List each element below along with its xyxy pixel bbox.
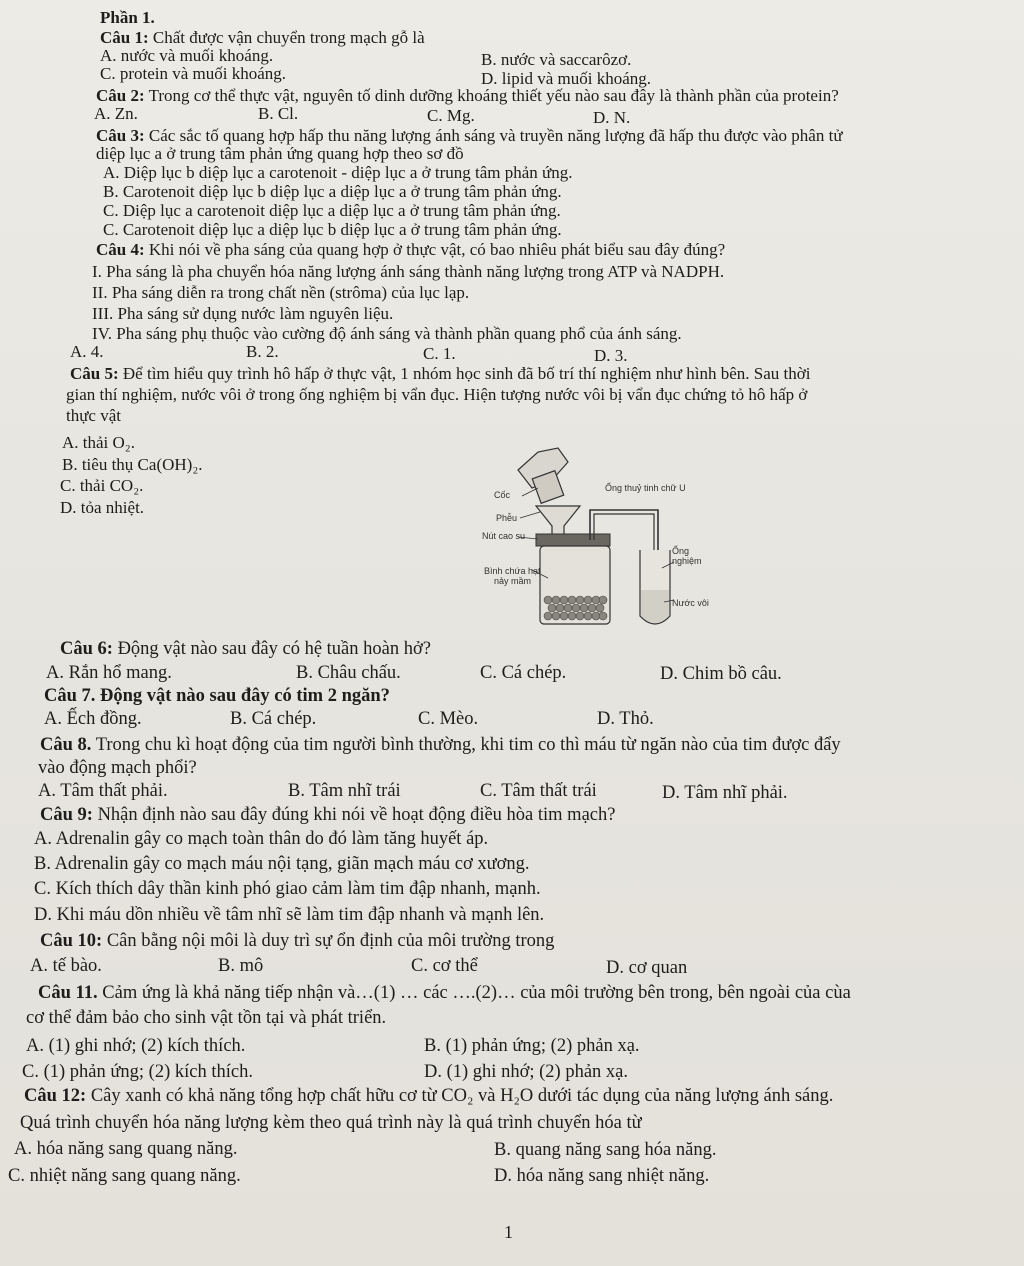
label-limewater: Nước vôi — [672, 598, 709, 608]
q3-option-a: A. Diệp lục b diệp lục a carotenoit - diệp lục a ở trung tâm phản ứng. — [103, 163, 573, 182]
q4-statement-3: III. Pha sáng sử dụng nước làm nguyên liệu. — [92, 304, 394, 323]
question-1 — [100, 28, 425, 48]
question-number: Câu 8. — [40, 735, 92, 755]
q5-option-a: A. thải O₂. — [62, 433, 135, 452]
question-5 — [70, 364, 810, 384]
q10-option-c: C. cơ thể — [411, 956, 478, 976]
question-8 — [40, 734, 841, 756]
q5-text-line2: gian thí nghiệm, nước vôi ở trong ống nghiệm bị vẩn đục. Hiện tượng nước vôi bị vẩn đục chứng tỏ hô hấp ở — [66, 385, 808, 404]
q11-option-c: C. (1) phản ứng; (2) kích thích. — [22, 1062, 253, 1082]
q6-option-b: B. Châu chấu. — [296, 663, 401, 683]
q8-text-line2: vào động mạch phổi? — [38, 758, 197, 778]
question-number: Câu 10: — [40, 931, 103, 951]
question-text: Khi nói về pha sáng của quang hợp ở thực vật, có bao nhiêu phát biểu sau đây đúng? — [148, 240, 726, 259]
label-u-tube: Ống thuỷ tinh chữ U — [605, 483, 686, 493]
question-text: Để tìm hiểu quy trình hô hấp ở thực vật, 1 nhóm học sinh đã bố trí thí nghiệm như hình bên. Sau thời — [122, 364, 811, 383]
q2-option-b: B. Cl. — [258, 104, 299, 123]
question-number: Câu 2: — [96, 86, 145, 105]
question-number: Câu 5: — [70, 364, 119, 383]
q6-option-d: D. Chim bồ câu. — [660, 664, 782, 684]
question-text: Chất được vận chuyển trong mạch gỗ là — [152, 28, 425, 47]
label-flask: Bình chứa hạt — [484, 566, 541, 576]
question-text: Nhận định nào sau đây đúng khi nói về hoạt động điều hòa tim mạch? — [97, 805, 616, 825]
section-title: Phần 1. — [100, 8, 155, 27]
q3-text-line2: diệp lục a ở trung tâm phản ứng quang hợp theo sơ đồ — [96, 144, 464, 163]
q2-option-d: D. N. — [593, 108, 631, 127]
germinating-seeds — [544, 596, 607, 620]
limewater — [641, 590, 669, 623]
question-6 — [60, 638, 431, 660]
question-9 — [40, 804, 615, 826]
q6-option-a: A. Rắn hổ mang. — [46, 663, 172, 683]
q1-option-c: C. protein và muối khoáng. — [100, 64, 287, 83]
q4-option-a: A. 4. — [70, 342, 104, 361]
label-flask-2: nảy mầm — [494, 576, 532, 586]
question-text: Trong cơ thể thực vật, nguyên tố dinh dưỡng khoáng thiết yếu nào sau đây là thành phần của protein? — [148, 86, 839, 105]
question-text: Động vật nào sau đây có tim 2 ngăn? — [100, 686, 390, 706]
q12-option-d: D. hóa năng sang nhiệt năng. — [494, 1166, 710, 1186]
q10-option-b: B. mô — [218, 956, 264, 976]
q9-option-d: D. Khi máu dồn nhiều về tâm nhĩ sẽ làm tim đập nhanh và mạnh lên. — [34, 905, 545, 925]
seed-flask — [540, 546, 610, 624]
q5-text-line3: thực vật — [66, 406, 122, 425]
q11-option-d: D. (1) ghi nhớ; (2) phản xạ. — [424, 1062, 628, 1082]
label-cup: Cốc — [494, 490, 511, 500]
funnel-icon — [536, 506, 580, 536]
q2-option-a: A. Zn. — [94, 104, 138, 123]
label-funnel: Phễu — [496, 513, 518, 523]
q4-statement-4: IV. Pha sáng phụ thuộc vào cường độ ánh sáng và thành phần quang phổ của ánh sáng. — [92, 324, 682, 343]
q5-option-c: C. thải CO₂. — [60, 476, 144, 495]
q4-option-d: D. 3. — [594, 346, 628, 365]
q8-option-b: B. Tâm nhĩ trái — [288, 781, 401, 801]
q7-option-a: A. Ếch đồng. — [44, 709, 142, 729]
question-2 — [96, 86, 839, 106]
question-7 — [44, 685, 390, 707]
rubber-stopper — [536, 534, 610, 546]
q9-option-a: A. Adrenalin gây co mạch toàn thân do đó làm tăng huyết áp. — [34, 829, 489, 849]
q4-option-b: B. 2. — [246, 342, 279, 361]
q3-option-b: B. Carotenoit diệp lục b diệp lục a diệp lục a ở trung tâm phản ứng. — [103, 182, 562, 201]
question-text: Cây xanh có khả năng tổng hợp chất hữu cơ từ CO₂ và H₂O dưới tác dụng của năng lượng ánh sáng. — [90, 1086, 834, 1106]
question-text: Động vật nào sau đây có hệ tuần hoàn hở? — [117, 639, 431, 659]
question-number: Câu 9: — [40, 805, 93, 825]
question-number: Câu 4: — [96, 240, 145, 259]
q8-option-c: C. Tâm thất trái — [480, 781, 597, 801]
question-number: Câu 11. — [38, 983, 98, 1003]
question-text: Cảm ứng là khả năng tiếp nhận và…(1) … các ….(2)… của môi trường bên trong, bên ngoài của cùa — [102, 983, 851, 1003]
q2-option-c: C. Mg. — [427, 106, 475, 125]
question-number: Câu 6: — [60, 639, 113, 659]
q12-option-c: C. nhiệt năng sang quang năng. — [8, 1166, 241, 1186]
q7-option-d: D. Thỏ. — [597, 709, 654, 729]
question-number: Câu 3: — [96, 126, 145, 145]
q5-option-b: B. tiêu thụ Ca(OH)₂. — [62, 455, 203, 474]
q8-option-a: A. Tâm thất phải. — [38, 781, 168, 801]
q4-option-c: C. 1. — [423, 344, 456, 363]
q12-text-line2: Quá trình chuyển hóa năng lượng kèm theo quá trình này là quá trình chuyển hóa từ — [20, 1113, 642, 1133]
q3-option-d: C. Carotenoit diệp lục a diệp lục b diệp lục a ở trung tâm phản ứng. — [103, 220, 562, 239]
q1-option-d: D. lipid và muối khoáng. — [481, 69, 651, 88]
question-text: Cân bằng nội môi là duy trì sự ổn định của môi trường trong — [106, 931, 555, 951]
question-12 — [24, 1085, 833, 1107]
question-text: Các sắc tố quang hợp hấp thu năng lượng ánh sáng và truyền năng lượng đã hấp thu được vào phân tử — [148, 126, 843, 145]
question-3 — [96, 126, 843, 146]
q3-option-c: C. Diệp lục a carotenoit diệp lục a diệp lục a ở trung tâm phản ứng. — [103, 201, 561, 220]
q9-option-c: C. Kích thích dây thần kinh phó giao cảm làm tim đập nhanh, mạnh. — [34, 879, 541, 899]
q11-option-b: B. (1) phản ứng; (2) phản xạ. — [424, 1036, 640, 1056]
question-4 — [96, 240, 725, 260]
q5-option-d: D. tỏa nhiệt. — [60, 498, 145, 517]
label-test-tube-2: nghiệm — [672, 556, 702, 566]
label-stopper: Nút cao su — [482, 531, 526, 541]
label-test-tube: Ống — [672, 546, 690, 556]
q4-statement-1: I. Pha sáng là pha chuyển hóa năng lượng ánh sáng thành năng lượng trong ATP và NADPH. — [92, 262, 725, 281]
question-10 — [40, 930, 554, 952]
q8-option-d: D. Tâm nhĩ phải. — [662, 783, 788, 803]
question-number: Câu 7. — [44, 686, 96, 706]
question-number: Câu 1: — [100, 28, 149, 47]
q11-option-a: A. (1) ghi nhớ; (2) kích thích. — [26, 1036, 246, 1056]
q12-option-a: A. hóa năng sang quang năng. — [14, 1139, 238, 1159]
q1-option-a: A. nước và muối khoáng. — [100, 46, 274, 65]
q12-option-b: B. quang năng sang hóa năng. — [494, 1140, 717, 1160]
q7-option-c: C. Mèo. — [418, 709, 479, 729]
q11-text-line2: cơ thể đảm bảo cho sinh vật tồn tại và phát triển. — [26, 1008, 387, 1028]
question-number: Câu 12: — [24, 1086, 87, 1106]
q1-option-b: B. nước và saccarôzơ. — [481, 50, 632, 69]
q10-option-a: A. tế bào. — [30, 956, 102, 976]
question-text: Trong chu kì hoạt động của tim người bình thường, khi tim co thì máu từ ngăn nào của tim được đẩy — [95, 735, 841, 755]
q7-option-b: B. Cá chép. — [230, 709, 317, 729]
page-number: 1 — [504, 1222, 513, 1242]
question-11 — [38, 982, 851, 1004]
q4-statement-2: II. Pha sáng diễn ra trong chất nền (strôma) của lục lạp. — [92, 283, 470, 302]
q10-option-d: D. cơ quan — [606, 958, 688, 978]
q9-option-b: B. Adrenalin gây co mạch máu nội tạng, giãn mạch máu cơ xương. — [34, 854, 530, 874]
q6-option-c: C. Cá chép. — [480, 663, 567, 683]
